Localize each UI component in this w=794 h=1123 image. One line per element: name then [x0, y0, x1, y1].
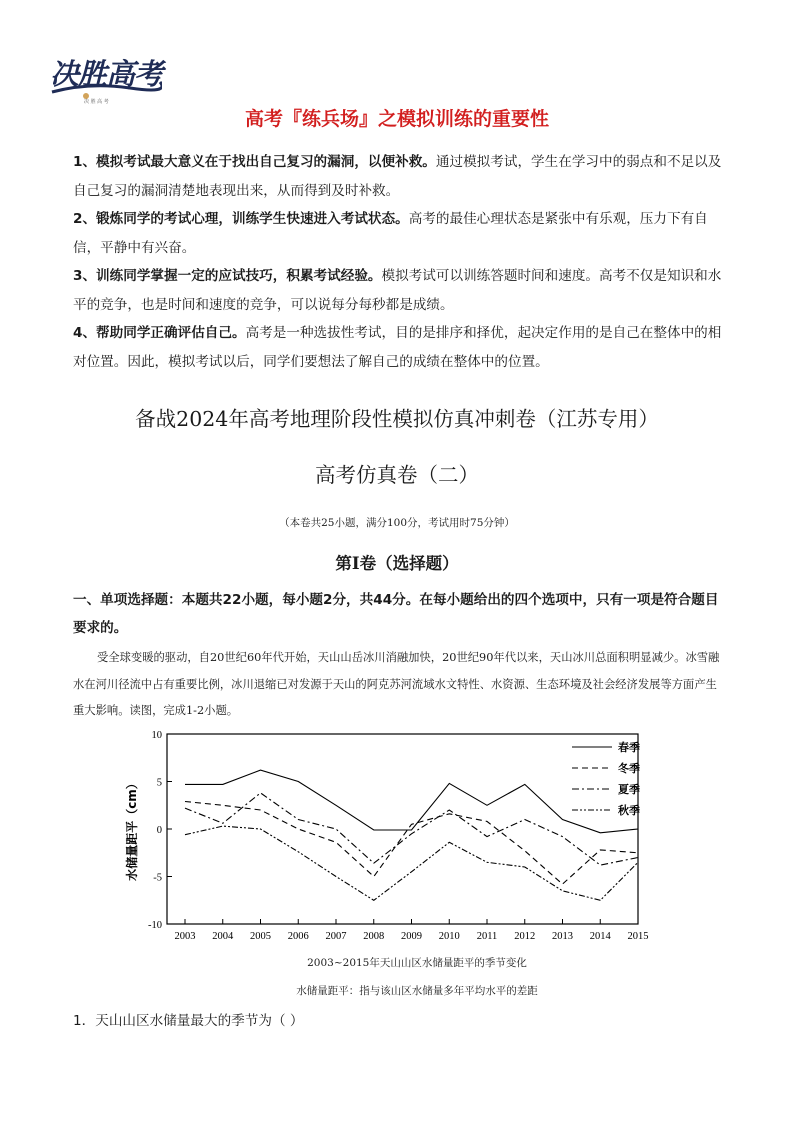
banner-title: 高考『练兵场』之模拟训练的重要性 — [244, 108, 549, 130]
legend-label: 秋季 — [618, 804, 640, 817]
series-line-4 — [185, 826, 638, 900]
intro-item — [73, 319, 723, 376]
intro-item — [73, 262, 723, 319]
intro-item — [73, 205, 723, 262]
legend-label: 春季 — [618, 741, 640, 754]
y-tick-label: 10 — [151, 730, 162, 741]
chart-title: 2003~2015年天山山区水储量距平的季节变化 — [307, 957, 527, 969]
passage: 受全球变暖的驱动，自20世纪60年代开始，天山山岳冰川消融加快，20世纪90年代以来，天山冰川总面积明显减少。冰雪融水在河川径流中占有重要比例，冰川退缩已对发源于天山的阿克苏河流域水文特性、水资源、生态环境及社会经济发展等方面产生重大影响。读图，完成1-2小题。 — [73, 651, 720, 717]
series-line-1 — [185, 770, 638, 833]
chart-note: 水储量距平：指与该山区水储量多年平均水平的差距 — [296, 985, 538, 997]
x-tick-label: 2010 — [438, 931, 460, 942]
x-tick-label: 2005 — [250, 931, 271, 942]
intro-item-text: 通过模拟考试，学生在学习中的弱点和不足以及自己复习的漏洞清楚地表现出来，从而得到及时补救。 — [73, 154, 722, 199]
x-tick-label: 2012 — [514, 931, 536, 942]
plot-frame — [167, 734, 638, 924]
y-axis-label: 水储量距平（cm） — [125, 777, 139, 881]
y-tick-label: 0 — [156, 825, 162, 836]
x-tick-label: 2011 — [476, 931, 498, 942]
x-tick-label: 2008 — [363, 931, 385, 942]
x-tick-label: 2009 — [401, 931, 422, 942]
legend-label: 夏季 — [618, 783, 640, 796]
intro-item-text: 高考是一种选拔性考试，目的是排序和择优，起决定作用的是自己在整体中的相对位置。因此，模拟考试以后，同学们要想法了解自己的成绩在整体中的位置。 — [73, 325, 722, 370]
intro-item-text: 模拟考试可以训练答题时间和速度。高考不仅是知识和水平的竞争，也是时间和速度的竞争，可以说每分每秒都是成绩。 — [73, 268, 722, 313]
x-tick-label: 2014 — [589, 931, 611, 942]
legend-label: 冬季 — [618, 762, 640, 775]
section-title: 第Ⅰ卷（选择题） — [335, 554, 459, 573]
exam-title: 备战2024年高考地理阶段性模拟仿真冲刺卷（江苏专用） — [135, 407, 659, 431]
y-tick-label: 5 — [156, 777, 162, 789]
logo-text: 决胜高考 — [50, 57, 163, 91]
sub-title: 高考仿真卷（二） — [315, 463, 479, 487]
water-storage-chart — [120, 725, 680, 955]
instructions: 一、单项选择题：本题共22小题，每小题2分，共44分。在每小题给出的四个选项中，只有一项是符合题目要求的。 — [73, 592, 719, 636]
x-tick-label: 2015 — [627, 931, 649, 942]
x-tick-label: 2004 — [212, 931, 234, 942]
intro-item-bold: 2、锻炼同学的考试心理，训练学生快速进入考试状态。 — [73, 211, 409, 227]
intro-list — [73, 148, 723, 376]
y-tick-label: -5 — [153, 872, 162, 884]
y-tick-label: -10 — [148, 920, 162, 931]
exam-note: （本卷共25小题，满分100分，考试用时75分钟） — [279, 517, 515, 529]
intro-item-bold: 4、帮助同学正确评估自己。 — [73, 325, 246, 341]
x-tick-label: 2007 — [325, 931, 347, 942]
logo-swoosh-icon — [50, 78, 162, 100]
intro-item — [73, 148, 723, 205]
logo-tagline: 决 胜 高 考 — [84, 99, 109, 105]
intro-item-bold: 1、模拟考试最大意义在于找出自己复习的漏洞，以便补救。 — [73, 154, 436, 170]
intro-item-text: 高考的最佳心理状态是紧张中有乐观，压力下有自信，平静中有兴奋。 — [73, 211, 708, 256]
x-tick-label: 2013 — [552, 931, 573, 942]
x-tick-label: 2006 — [287, 931, 309, 942]
question-1: 1．天山山区水储量最大的季节为（ ） — [73, 1013, 304, 1029]
series-line-3 — [185, 793, 638, 865]
x-tick-label: 2003 — [174, 931, 196, 942]
intro-item-bold: 3、训练同学掌握一定的应试技巧，积累考试经验。 — [73, 268, 382, 284]
